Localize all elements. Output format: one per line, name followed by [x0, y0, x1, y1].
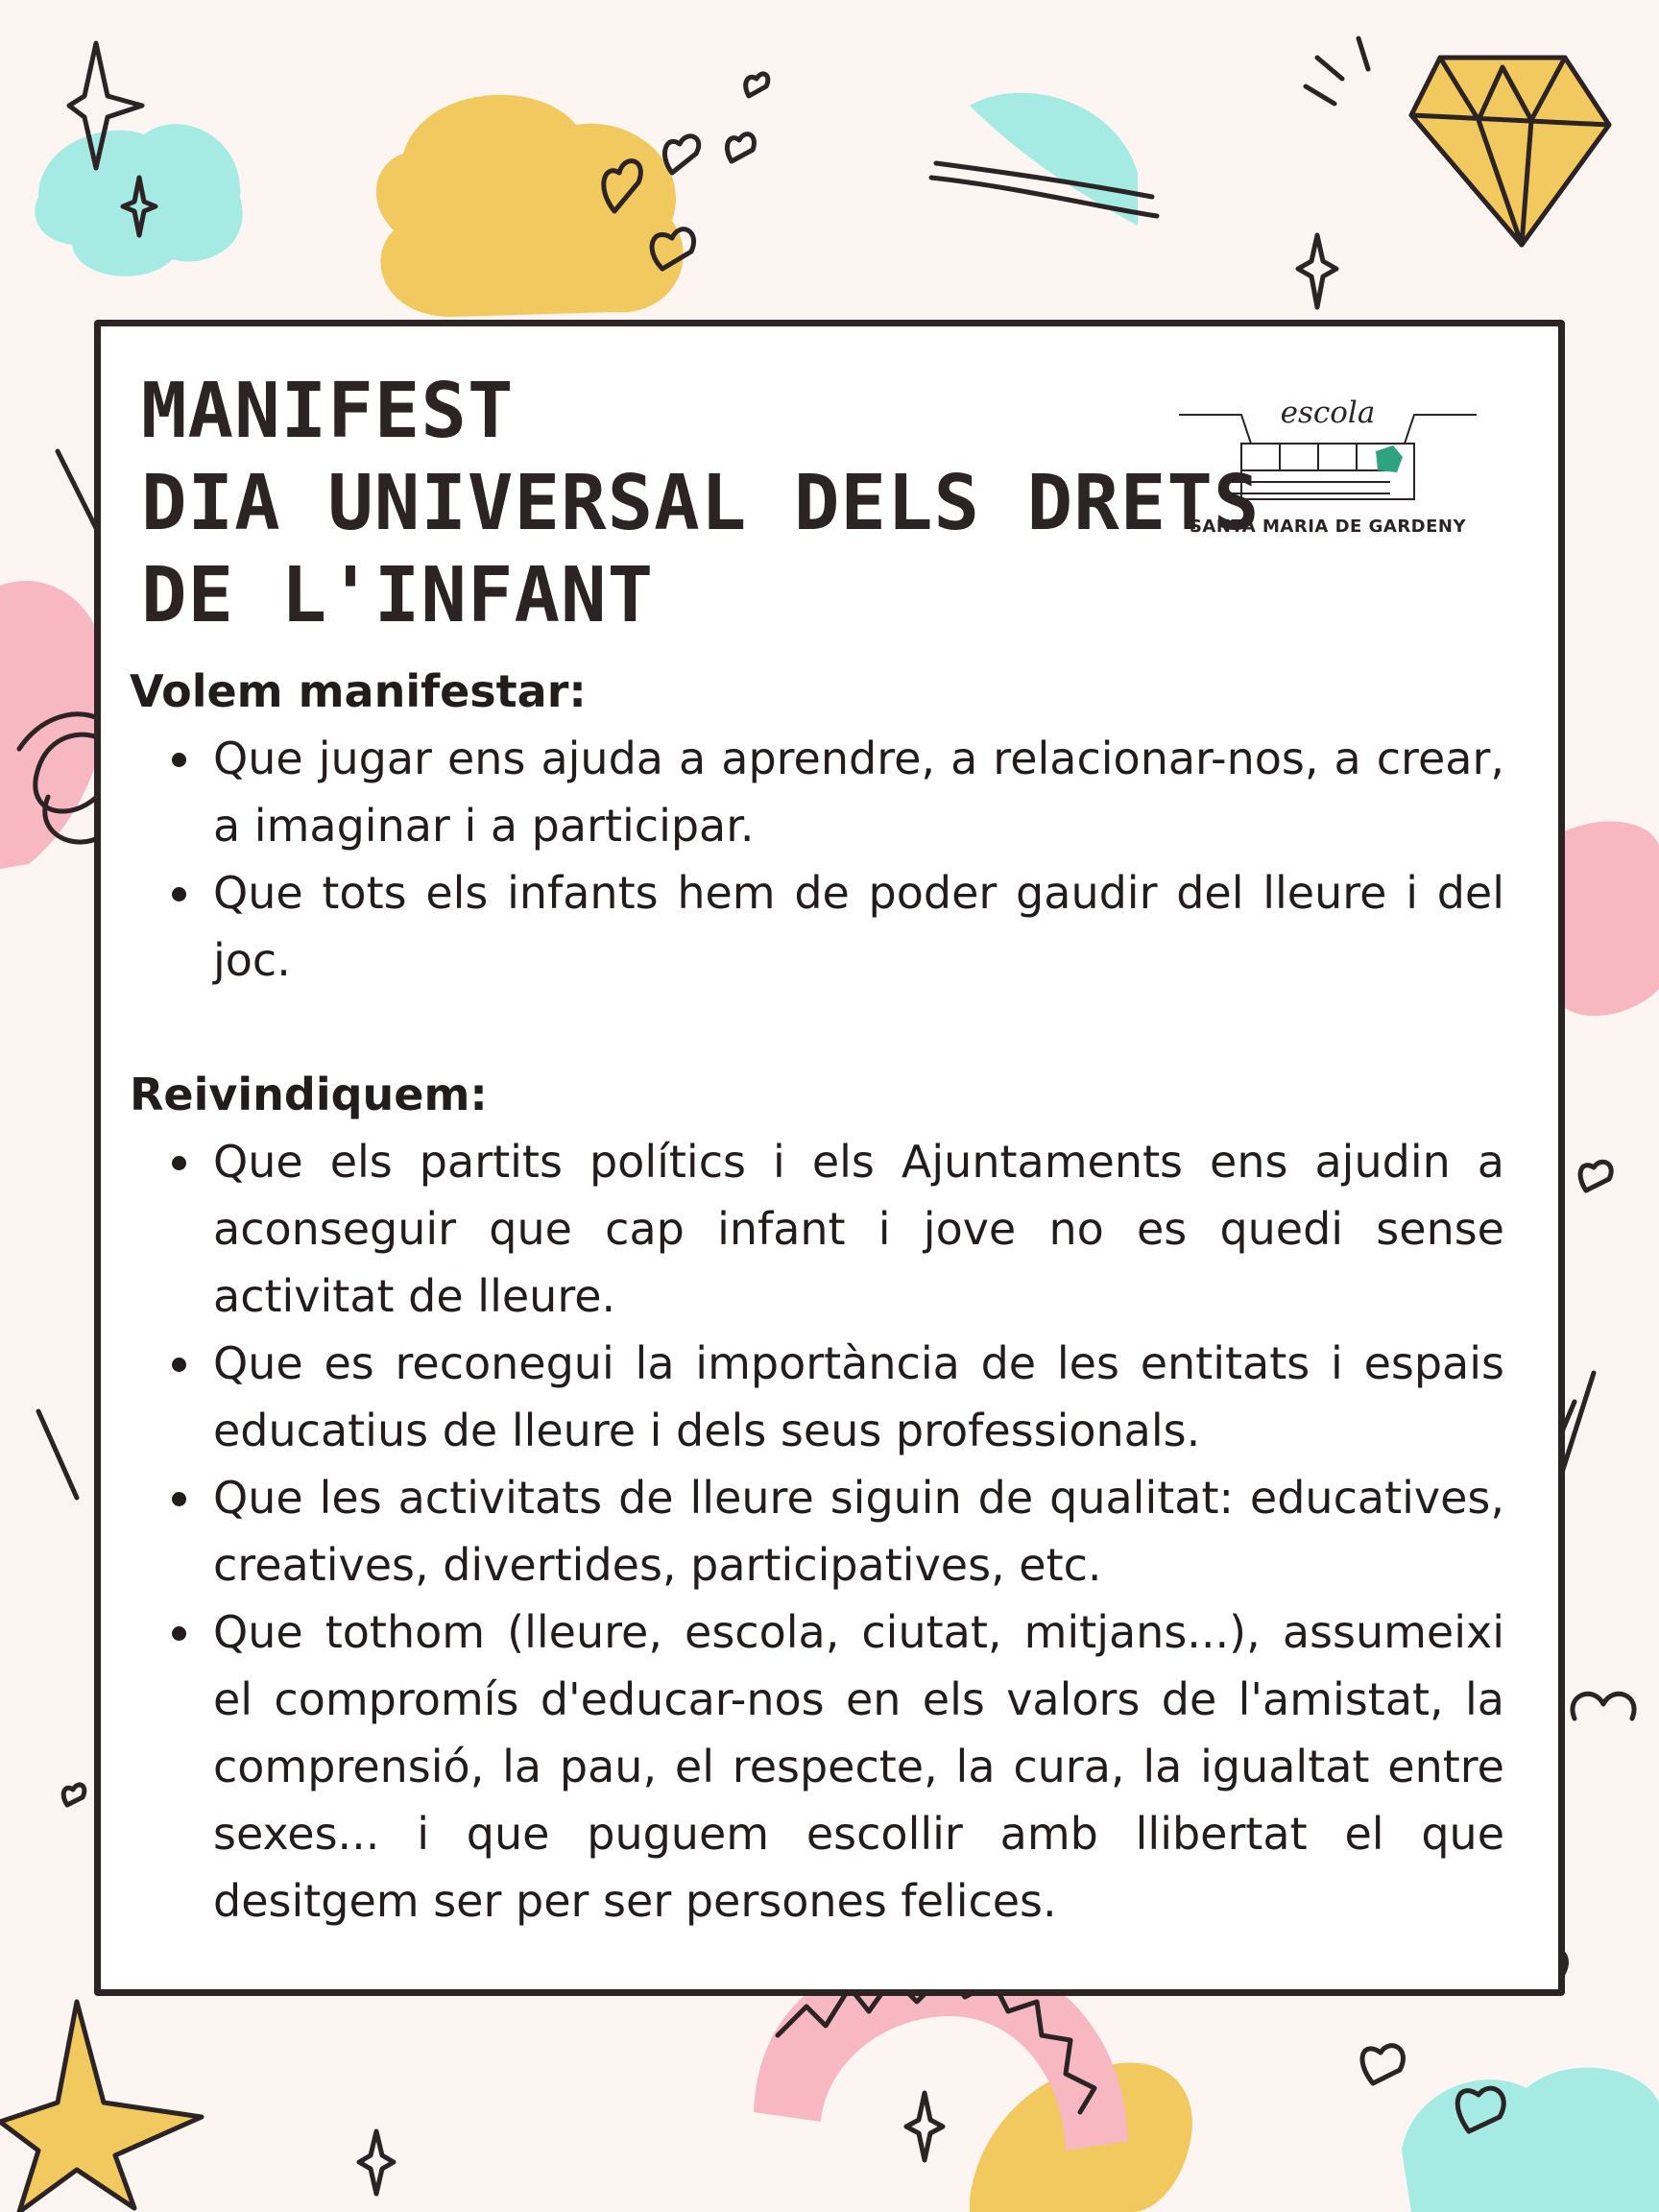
manifesto-card — [94, 320, 1565, 1996]
mint-cloud-blob — [35, 124, 242, 276]
list-item: Que tots els infants hem de poder gaudir del lleure i del joc. — [130, 859, 1504, 994]
pink-apple-blob — [1555, 822, 1659, 1017]
star-outline-icon — [0, 2002, 202, 2212]
title-line-1: MANIFEST — [141, 367, 515, 455]
logo-word: escola — [1280, 396, 1376, 430]
list-item: Que els partits polítics i els Ajuntaments ens ajudin a aconseguir que cap infant i jove no es quedi sense activitat de lleure. — [130, 1128, 1504, 1330]
sparkle-icon — [1298, 235, 1336, 307]
manifesto-body — [130, 658, 1504, 1935]
mint-half-circle — [970, 93, 1138, 226]
school-name: SANTA MARIA DE GARDENY — [1189, 517, 1467, 537]
heart-icon — [746, 74, 768, 96]
mint-right-blob — [1402, 2068, 1659, 2212]
yellow-cloud-blob — [376, 95, 684, 317]
list-item: Que es reconegui la importància de les entitats i espais educatius de lleure i dels seus professionals. — [130, 1330, 1504, 1464]
heart-icon — [1580, 1162, 1611, 1190]
diamond-icon — [1411, 58, 1609, 245]
section-heading-claims: Reivindiquem: — [130, 1069, 488, 1120]
title-line-3: DE L'INFANT — [141, 551, 655, 639]
heart-icon — [1362, 2046, 1404, 2083]
page-title — [141, 365, 1261, 641]
sparkle-icon — [906, 2093, 943, 2160]
title-line-2: DIA UNIVERSAL DELS DRETS — [141, 459, 1261, 547]
heart-icon — [664, 136, 698, 173]
heart-icon — [63, 1785, 84, 1805]
spacer — [130, 994, 1504, 1061]
sparkle-icon — [359, 2131, 394, 2194]
heart-icon — [727, 134, 754, 161]
claims-list — [130, 1128, 1504, 1935]
list-item: Que les activitats de lleure siguin de qualitat: educatives, creatives, divertides, participatives, etc. — [130, 1464, 1504, 1599]
school-logo — [1174, 386, 1481, 549]
section-heading-manifest: Volem manifestar: — [130, 665, 587, 717]
school-building-logo-icon — [1174, 386, 1481, 516]
pink-left-blob — [0, 581, 108, 869]
list-item: Que jugar ens ajuda a aprendre, a relacionar-nos, a crear, a imaginar i a participar. — [130, 725, 1504, 859]
list-item: Que tothom (lleure, escola, ciutat, mitjans...), assumeixi el compromís d'educar-nos en els valors de l'amistat, la comprensió, la pau, el respecte, la cura, la igualtat entre sexes... i que puguem escollir amb llibertat el que desitgem ser per ser persones felices. — [130, 1599, 1504, 1935]
manifest-list — [130, 725, 1504, 994]
